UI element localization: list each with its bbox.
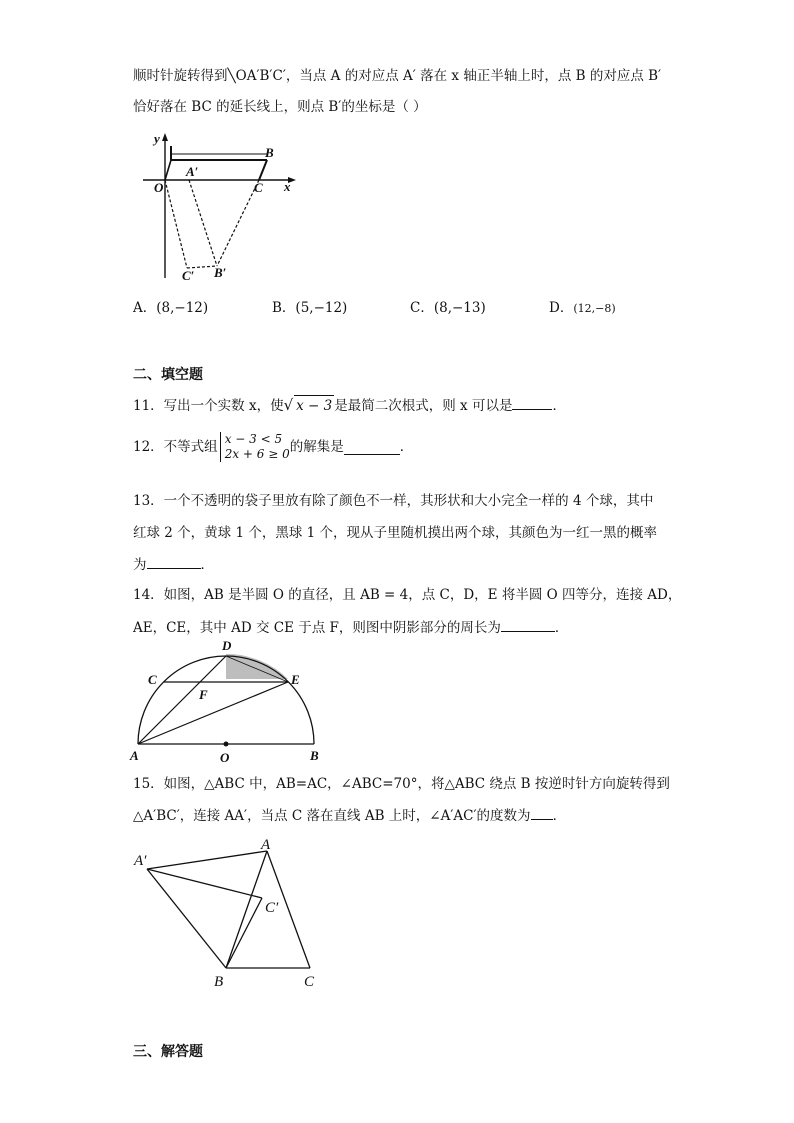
q15-label-c1: C′ [265, 900, 279, 916]
q10-line1: 顺时针旋转得到╲OA′B′C′，当点 A 的对应点 A′ 落在 x 轴正半轴上时，点 B 的对应点 B′ [133, 68, 662, 84]
section-solve-title: 三、解答题 [133, 1044, 203, 1060]
q15-line2: △A′BC′，连接 AA′，当点 C 落在直线 AB 上时，∠A′AC′的度数为 ． [133, 805, 566, 826]
q10-option-c: C．(8,−13) [410, 300, 486, 316]
q15-triangle-figure [130, 835, 330, 995]
q15-label-c: C [304, 974, 315, 990]
q10-label-b1: B′ [214, 265, 227, 280]
q10-option-a: A．(8,−12) [133, 300, 209, 316]
q14-label-f: F [199, 687, 208, 702]
q12: 12．不等式组 x − 3 < 5 2x + 6 ≥ 0的解集是 ． [133, 432, 414, 461]
q13-line3: 为 ． [133, 554, 214, 575]
q15-line1: 15．如图，△ABC 中，AB=AC，∠ABC=70°，将△ABC 绕点 B 按逆时针方向旋转得到 [133, 776, 670, 792]
q10-label-o: O [154, 180, 164, 195]
q14-label-o: O [220, 750, 230, 765]
q14-label-d: D [222, 638, 232, 653]
q10-label-y: y [154, 131, 160, 146]
q10-coordinate-figure [140, 128, 310, 288]
q14-label-c: C [148, 672, 157, 687]
q11: 11．写出一个实数 x，使√ x − 3 是最简二次根式，则 x 可以是 ． [133, 396, 566, 414]
q14-line1: 14．如图，AB 是半圆 O 的直径，且 AB = 4，点 C，D，E 将半圆 O 四等分，连接 AD， [133, 587, 682, 603]
q10-option-b: B．(5,−12) [272, 300, 348, 316]
q14-label-e: E [291, 672, 300, 687]
q15-label-b: B [214, 974, 224, 990]
q10-label-c1: C′ [182, 268, 195, 283]
section-fill-in-title: 二、填空题 [133, 367, 203, 383]
q10-option-d: D．(12,−8) [549, 300, 616, 316]
q13-line2: 红球 2 个，黄球 1 个，黑球 1 个，现从子里随机摸出两个球，其颜色为一红一黑的概率 [133, 525, 658, 541]
q14-label-b: B [310, 748, 319, 763]
q10-line2: 恰好落在 BC 的延长线上，则点 B′的坐标是（ ） [133, 99, 427, 115]
q10-label-x: x [284, 179, 291, 194]
q15-label-a: A [261, 837, 271, 853]
q10-label-b: B [265, 145, 274, 160]
q14-label-a: A [130, 748, 139, 763]
q14-line2: AE，CE，其中 AD 交 CE 于点 F，则图中阴影部分的周长为 ． [133, 617, 568, 638]
q14-semicircle-figure [128, 638, 328, 766]
q15-label-a1: A′ [134, 853, 147, 869]
q10-label-c: C [254, 180, 263, 195]
q13-line1: 13．一个不透明的袋子里放有除了颜色不一样，其形状和大小完全一样的 4 个球，其中 [133, 493, 654, 509]
q10-label-a1: A′ [186, 164, 199, 179]
